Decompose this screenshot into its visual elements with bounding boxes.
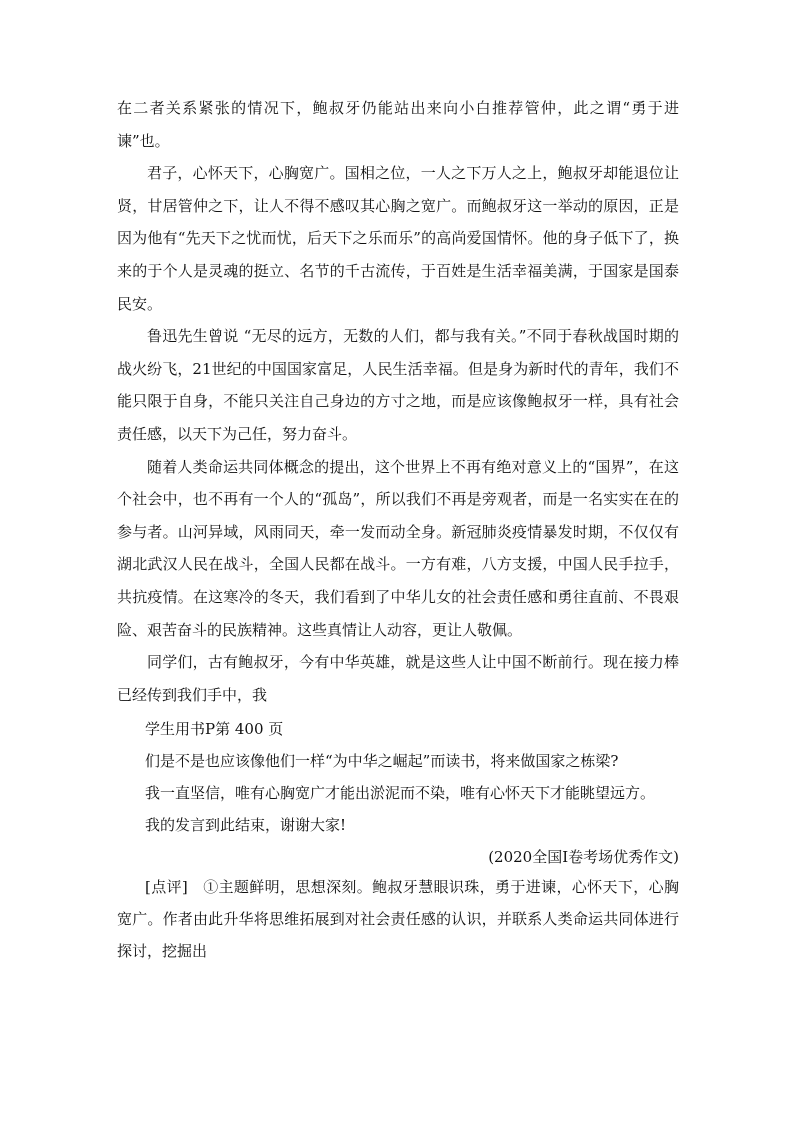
- paragraph-5: 同学们，古有鲍叔牙，今有中华英雄，就是这些人让中国不断前行。现在接力棒已经传到我们手中，我: [117, 653, 679, 704]
- comment-tag: [点评]: [145, 878, 188, 897]
- document-page: [117, 92, 679, 967]
- closing-line-1: 们是不是也应该像他们一样“为中华之崛起”而读书，将来做国家之栋梁?: [145, 752, 619, 771]
- comment-text: ①主题鲜明，思想深刻。鲍叔牙慧眼识珠，勇于进谏，心怀天下，心胸宽广。作者由此升华将思维拓展到对社会责任感的认识，并联系人类命运共同体进行探讨，挖掘出: [117, 878, 679, 961]
- closing-line-3: 我的发言到此结束，谢谢大家!: [145, 816, 347, 835]
- paragraph-2: 君子，心怀天下，心胸宽广。国相之位，一人之下万人之上，鲍叔牙却能退位让贤，甘居管仲之下，让人不得不感叹其心胸之宽广。而鲍叔牙这一举动的原因，正是因为他有“先天下之忧而忧，后天下之乐而乐”的高尚爱国情怀。他的身子低下了，换来的于个人是灵魂的挺立、名节的千古流传，于百姓是生活幸福美满，于国家是国泰民安。: [117, 164, 679, 313]
- paragraph-3: 鲁迅先生曾说 “无尽的远方，无数的人们，都与我有关。”不同于春秋战国时期的战火纷飞，21世纪的中国国家富足，人民生活幸福。但是身为新时代的青年，我们不能只限于自身，不能只关注自己身边的方寸之地，而是应该像鲍叔牙一样，具有社会责任感，以天下为己任，努力奋斗。: [117, 327, 679, 443]
- paragraph-4: 随着人类命运共同体概念的提出，这个世界上不再有绝对意义上的“国界”，在这个社会中，也不再有一个人的“孤岛”，所以我们不再是旁观者，而是一名实实在在的参与者。山河异域，风雨同天，牵一发而动全身。新冠肺炎疫情暴发时期，不仅仅有湖北武汉人民在战斗，全国人民都在战斗。一方有难，八方支援，中国人民手拉手，共抗疫情。在这寒冷的冬天，我们看到了中华儿女的社会责任感和勇往直前、不畏艰险、艰苦奋斗的民族精神。这些真情让人动容，更让人敬佩。: [117, 457, 679, 639]
- closing-line-2: 我一直坚信，唯有心胸宽广才能出淤泥而不染，唯有心怀天下才能眺望远方。: [145, 784, 656, 803]
- comment-block: [117, 871, 679, 967]
- paragraph-1: 在二者关系紧张的情况下，鲍叔牙仍能站出来向小白推荐管仲，此之谓“勇于进谏”也。: [117, 99, 679, 150]
- page-marker: 学生用书P第 400 页: [145, 720, 284, 739]
- source-citation: (2020全国Ⅰ卷考场优秀作文): [488, 848, 679, 867]
